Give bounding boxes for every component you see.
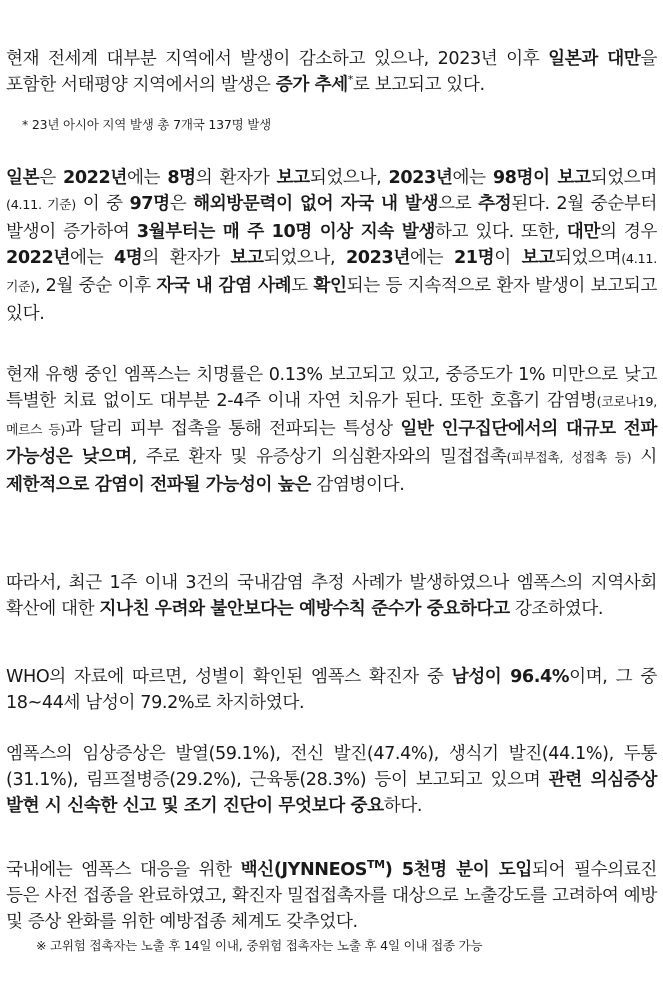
text-run: 강조하였다. [509, 599, 604, 619]
text-run: 의 환자가 [142, 248, 231, 268]
bold-text: 일본 [6, 168, 40, 188]
text-run: 이 [494, 248, 522, 268]
paragraph-severity-transmission [6, 362, 657, 498]
bold-text: 3월부터는 매 주 10명 이상 지속 발생 [136, 222, 435, 242]
paragraph-who-statistics [6, 664, 657, 716]
parenthetical-note: (피부접촉, 성접촉 등) [506, 451, 632, 466]
bold-text: 일반 인구집단에서의 대규모 전파 가능성은 낮으며 [6, 419, 657, 467]
bold-text: 백신(JYNNEOS [240, 860, 368, 880]
text-run: 하다. [383, 796, 423, 816]
text-run: 로 보고되고 있다. [352, 75, 485, 95]
text-run: 은 [169, 194, 194, 214]
bold-text: 2022년 [62, 168, 127, 188]
bold-text: 대만 [566, 222, 600, 242]
text-run: WHO의 자료에 따르면, 성별이 확인된 엠폭스 확진자 중 [6, 667, 452, 687]
bold-text: 증가 추세 [275, 75, 348, 95]
text-run: , 2월 중순 이후 [34, 276, 157, 296]
date-note: (4.11. 기준) [6, 198, 76, 213]
text-run: 이 중 [75, 194, 130, 214]
text-run: 의 경우 [599, 222, 658, 242]
bold-text: 98명이 보고 [492, 168, 591, 188]
text-run: 의 환자가 [195, 168, 277, 188]
text-run: 이며, 그 중 18~44세 남성이 79.2%로 차지하였다. [6, 667, 657, 713]
bold-text: 남성이 96.4% [451, 667, 570, 687]
parenthetical-note: (코로나19, 메르스 등) [6, 395, 657, 438]
text-run: 을 포함한 서태평양 지역에서의 발생은 [6, 49, 657, 95]
text-run: 되었으며 [554, 248, 622, 268]
bold-text: 97명 [129, 194, 170, 214]
text-run: 도 [291, 276, 314, 296]
footnote-vaccination-window: ※ 고위험 접촉자는 노출 후 14일 이내, 중위험 접촉자는 노출 후 4일 이내 접종 가능 [36, 938, 483, 953]
text-run: 된다. 2월 중순부터 발생이 증가하여 [6, 194, 657, 242]
paragraph-vaccine [6, 857, 657, 935]
bold-text: 보고 [230, 248, 264, 268]
text-run: 하고 있다. 또한, [434, 222, 567, 242]
bold-text: 자국 내 감염 사례 [156, 276, 292, 296]
bold-text: 보고 [521, 248, 555, 268]
text-run: 국내에는 엠폭스 대응을 위한 [6, 860, 241, 880]
bold-text: 2022년 [6, 248, 70, 268]
trademark-mark: TM [367, 858, 385, 872]
text-run: 과 달리 피부 접촉을 통해 전파되는 특성상 [65, 419, 401, 439]
bold-text: ) 5천명 분이 도입 [384, 860, 532, 880]
bold-text: 확인 [313, 276, 347, 296]
text-run: 에는 [69, 248, 114, 268]
bold-text: 2023년 [388, 168, 453, 188]
paragraph-regional-trend [6, 46, 657, 98]
text-run: 되었으나, [309, 168, 389, 188]
text-run: 되어 필수의료진 등은 사전 접종을 완료하였고, 확진자 밀접접촉자를 대상으로 노출강도를 고려하여 예방 및 증상 완화를 위한 예방접종 체계도 갖추었다. [6, 860, 658, 932]
text-run: , 주로 환자 및 유증상기 의심환자와의 밀접접촉 [131, 447, 507, 467]
bold-text: 해외방문력이 없어 자국 내 발생 [193, 194, 439, 214]
text-run: 되었으나, [263, 248, 346, 268]
text-run: 되었으며 [590, 168, 657, 188]
bold-text: 8명 [167, 168, 196, 188]
paragraph-prevention-emphasis [6, 570, 657, 622]
bold-text: 추정 [478, 194, 512, 214]
text-run: 현재 유행 중인 엠폭스는 치명률은 0.13% 보고되고 있고, 중증도가 1% 미만으로 낮고 특별한 치료 없이도 대부분 2-4주 이내 자연 치유가 된다. 또한 호흡기 감염병 [6, 365, 657, 411]
text-run: 감염병이다. [311, 475, 405, 495]
text-run: 에는 [452, 168, 493, 188]
bold-text: 지나친 우려와 불안보다는 예방수칙 준수가 중요하다고 [99, 599, 510, 619]
text-run: 으로 [438, 194, 479, 214]
text-run: 엠폭스의 임상증상은 발열(59.1%), 전신 발진(47.4%), 생식기 발진(44.1%), 두통(31.1%), 림프절병증(29.2%), 근육통(28.3%) 등이 보고되고 있으며 [6, 744, 657, 790]
text-run: 따라서, 최근 1주 이내 3건의 국내감염 추정 사례가 발생하였으나 엠폭스의 지역사회 확산에 대한 [6, 573, 657, 619]
text-run: 은 [39, 168, 63, 188]
paragraph-japan-taiwan [6, 165, 657, 327]
bold-text: 2023년 [345, 248, 410, 268]
text-run: 에는 [409, 248, 454, 268]
text-run: 현재 전세계 대부분 지역에서 발생이 감소하고 있으나, 2023년 이후 [6, 49, 549, 69]
text-run: 시 [631, 447, 657, 467]
bold-text: 보고 [276, 168, 310, 188]
bold-text: 4명 [113, 248, 143, 268]
text-run: 되는 등 지속적으로 환자 발생이 보고되고 있다. [6, 276, 657, 324]
paragraph-clinical-symptoms [6, 741, 657, 819]
date-note: (4.11. 기준) [6, 252, 657, 295]
text-run: 에는 [126, 168, 168, 188]
bold-text: 관련 의심증상 발현 시 신속한 신고 및 조기 진단이 무엇보다 중요 [6, 770, 657, 816]
bold-text: 21명 [453, 248, 495, 268]
bold-text: 제한적으로 감염이 전파될 가능성이 높은 [6, 475, 312, 495]
bold-text: 일본과 대만 [548, 49, 641, 69]
footnote-asia-cases: * 23년 아시아 지역 발생 총 7개국 137명 발생 [22, 117, 272, 132]
footnote-marker: * [347, 73, 353, 87]
